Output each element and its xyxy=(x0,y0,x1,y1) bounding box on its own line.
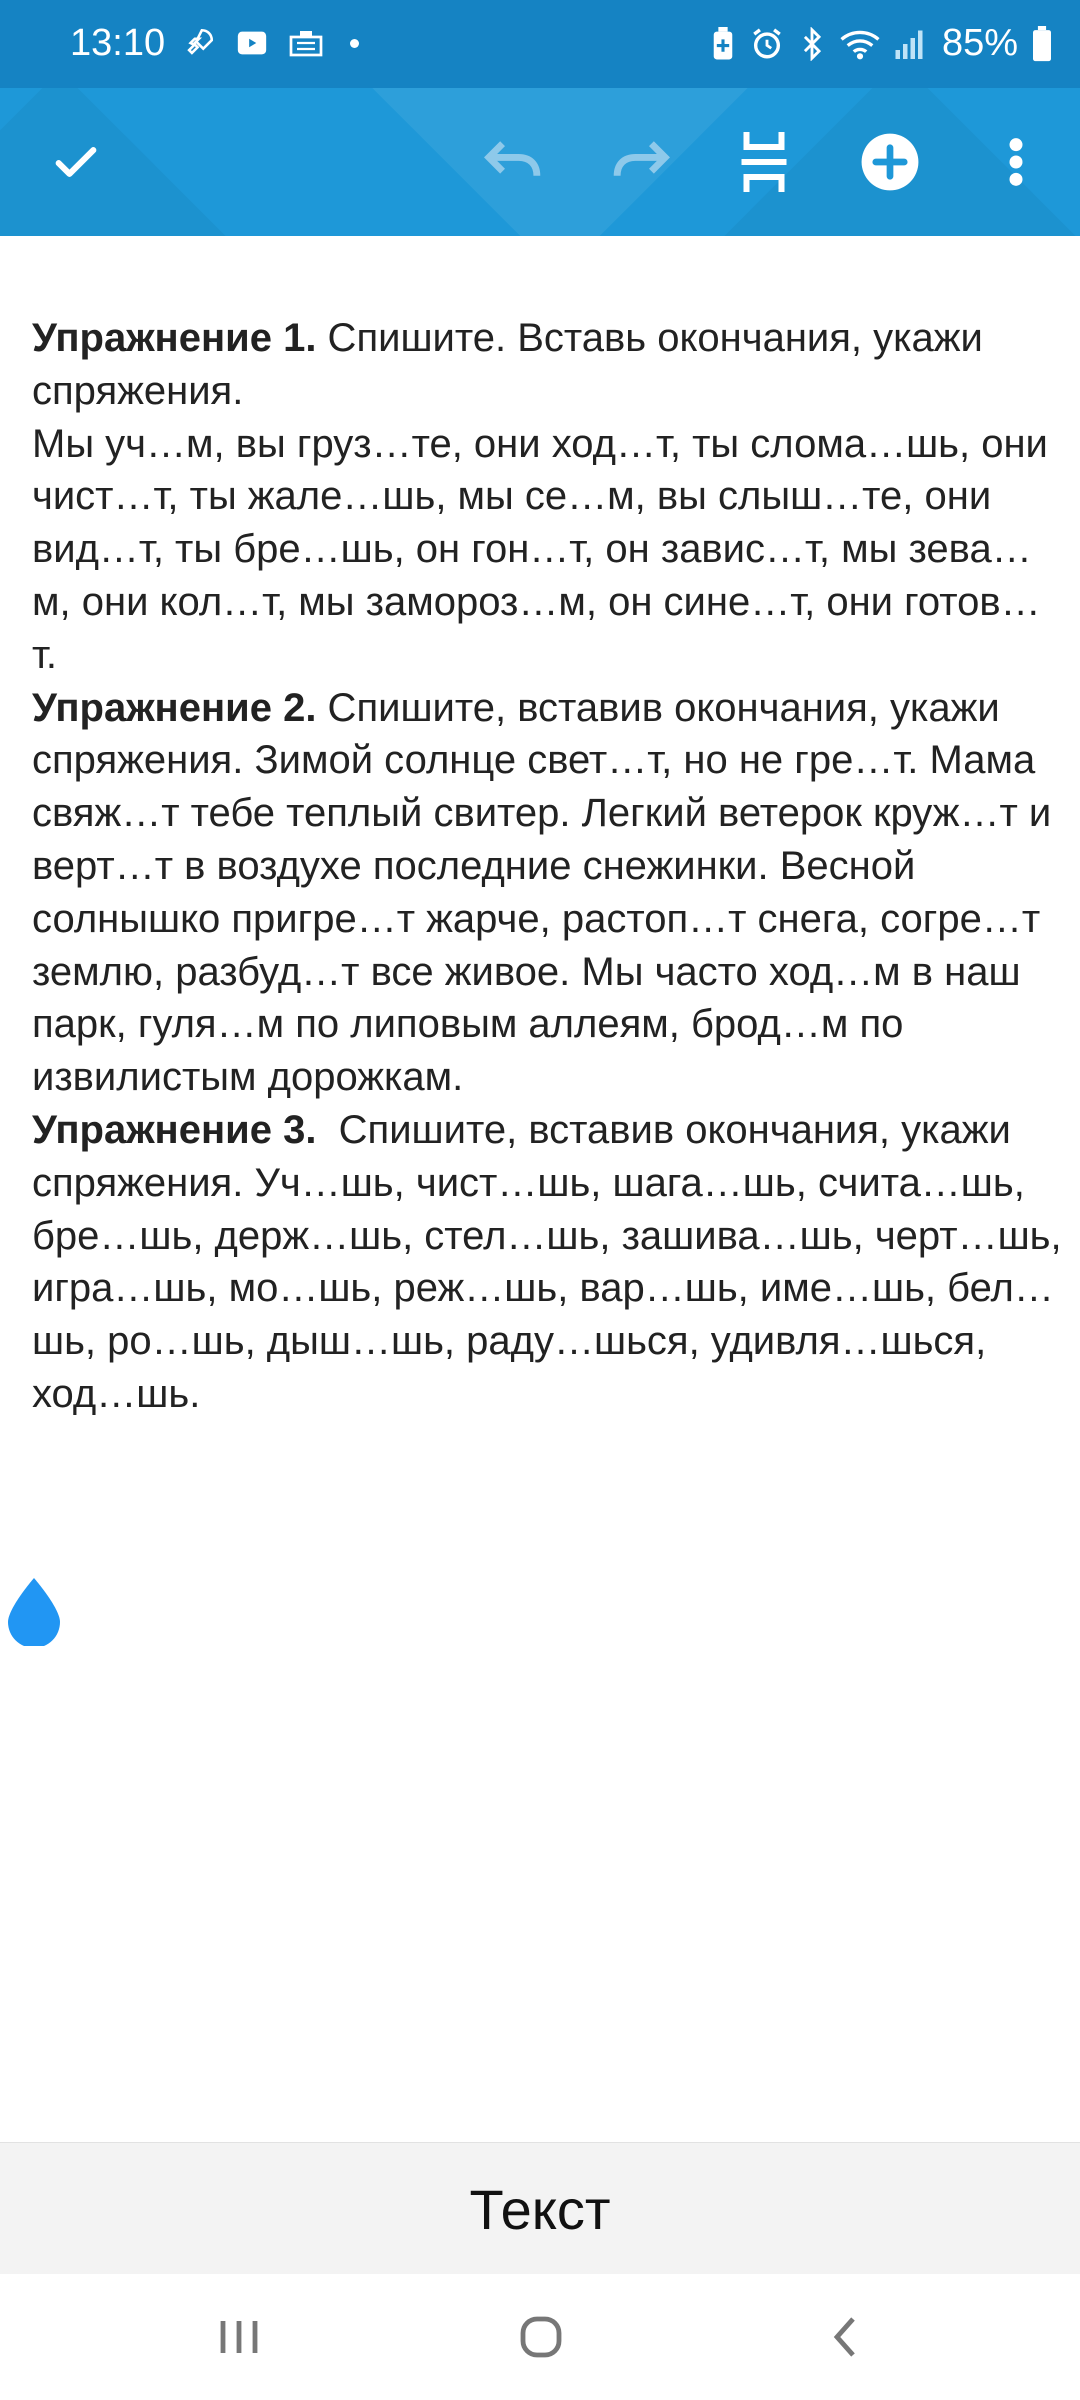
exercise-1-instructions: Спишите. Вставь окончания, укажи спряжения. xyxy=(32,316,983,413)
battery-percentage: 85% xyxy=(941,22,1018,64)
app-icon xyxy=(288,28,324,58)
back-button[interactable] xyxy=(800,2302,890,2372)
alarm-icon xyxy=(750,27,784,61)
battery-icon xyxy=(1032,26,1052,62)
exercise-3-text: Спишите, вставив окончания, укажи спряжения. Уч…шь, чист…шь, шага…шь, счита…шь, бре…шь, держ…шь, стел…шь, зашива…шь, черт…шь, игра…шь, мо…шь, реж…шь, вар…шь, име…шь, бел…шь, ро…шь, дыш…шь, раду…шься, удивля…шься, ход…шь. xyxy=(32,1107,1073,1416)
cursor-handle[interactable] xyxy=(6,1578,62,1651)
notification-dot xyxy=(350,39,359,48)
wifi-icon xyxy=(840,27,880,61)
exercise-1-title: Упражнение 1. xyxy=(32,316,317,360)
add-icon xyxy=(859,131,921,193)
youtube-icon xyxy=(234,26,270,60)
home-icon xyxy=(519,2315,563,2359)
recent-apps-icon xyxy=(217,2317,261,2357)
status-bar xyxy=(0,0,1080,88)
check-icon xyxy=(50,136,102,188)
reading-mode-button[interactable] xyxy=(724,122,804,202)
exercise-2-title: Упражнение 2. xyxy=(32,685,317,730)
status-time: 13:10 xyxy=(70,22,166,64)
bottom-mode-bar[interactable] xyxy=(0,2142,1080,2275)
exercise-2-paragraph xyxy=(32,682,1062,1104)
document-text[interactable] xyxy=(32,312,1073,1421)
undo-icon xyxy=(482,136,546,188)
exercise-2-text: Спишите, вставив окончания, укажи спряжения. Зимой солнце свет…т, но не гре…т. Мама свяж…т тебе теплый свитер. Легкий ветерок круж…т и верт…т в воздухе последние снежинки. Весной солнышко пригре…т жарче, растоп…т снега, согре…т землю, разбуд…т все живое. Мы часто ход…м в наш парк, гуля…м по липовым аллеям, брод…м по извилистым дорожкам. xyxy=(32,685,1052,1100)
more-icon xyxy=(1006,136,1026,188)
exercise-1-body: Мы уч…м, вы груз…те, они ход…т, ты слома…шь, они чист…т, ты жале…шь, мы се…м, вы слыш…те, они вид…т, ты бре…шь, он гон…т, он завис…т, мы зева…м, они кол…т, мы замороз…м, он сине…т, они готов…т. xyxy=(32,421,1048,677)
back-icon xyxy=(828,2315,862,2359)
system-nav-bar xyxy=(0,2274,1080,2400)
status-icons-right xyxy=(710,22,1052,65)
undo-button[interactable] xyxy=(474,122,554,202)
text-mode-label[interactable]: Текст xyxy=(469,2177,611,2241)
reading-mode-icon xyxy=(739,129,789,195)
exercise-1-heading-paragraph xyxy=(32,312,1062,418)
battery-saver-icon xyxy=(710,27,736,61)
bluetooth-icon xyxy=(798,27,826,61)
status-icons-left xyxy=(182,26,359,60)
home-button[interactable] xyxy=(496,2302,586,2372)
redo-button[interactable] xyxy=(600,122,680,202)
redo-icon xyxy=(608,136,672,188)
drop-handle-icon xyxy=(6,1578,62,1646)
done-button[interactable] xyxy=(36,122,116,202)
more-options-button[interactable] xyxy=(976,122,1056,202)
recent-apps-button[interactable] xyxy=(194,2302,284,2372)
insert-button[interactable] xyxy=(850,122,930,202)
signal-icon xyxy=(894,27,924,61)
rocket-icon xyxy=(182,26,216,60)
editor-toolbar xyxy=(0,88,1080,236)
exercise-3-title: Упражнение 3. xyxy=(32,1107,317,1152)
exercise-3-paragraph xyxy=(32,1104,1073,1421)
